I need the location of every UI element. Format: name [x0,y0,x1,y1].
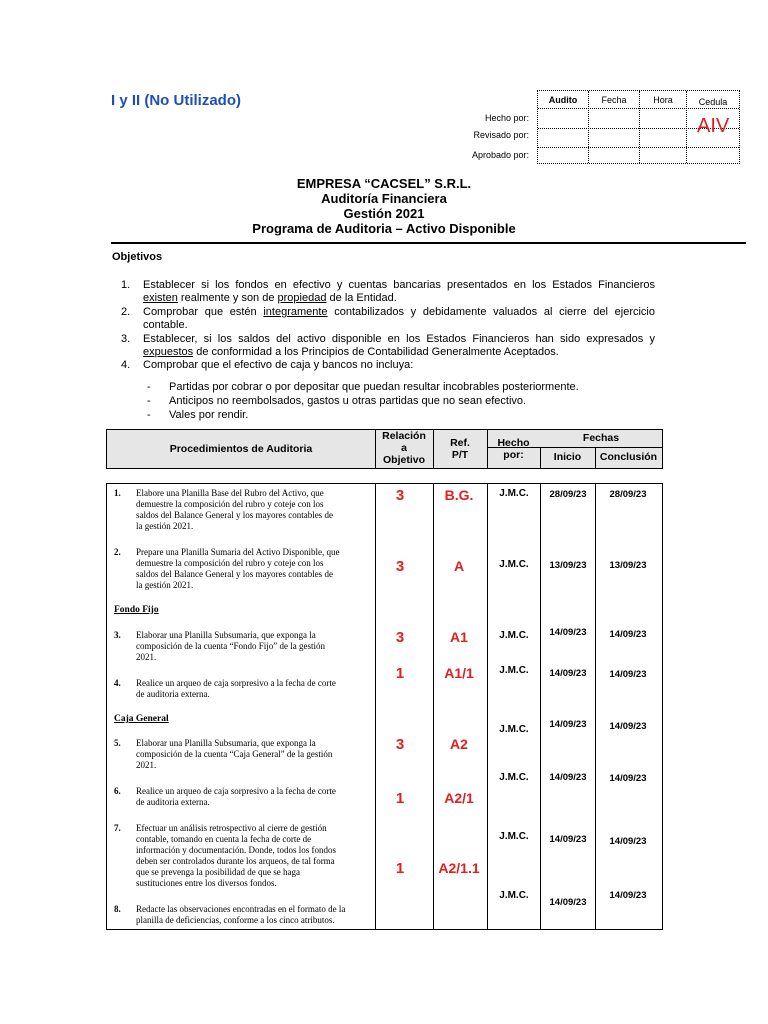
ref-mark: A2/1 [444,790,474,806]
ref-mark: A1 [450,629,468,645]
objective-num-1: 1. [121,279,131,291]
signoff-header-fecha: Fecha [601,95,627,105]
ref-mark: A2/1.1 [438,860,480,876]
objective-2-text-a3: contabilizados y debidamente valuados al cierre del ejercicio [327,306,655,318]
company-name: EMPRESA “CACSEL” S.R.L. [296,176,472,191]
heading-line-2: Auditoría Financiera [321,191,447,206]
bullet-2: Anticipos no reembolsados, gastos u otras partidas que no sean efectivo. [169,395,527,407]
procedure-num-2: 2. [114,547,121,557]
bullet-3: Vales por rendir. [169,409,249,421]
signoff-grid [537,90,740,164]
hecho-mark: J.M.C. [499,724,529,735]
th-relacion [375,430,433,466]
conclusion-date: 14/09/23 [609,773,647,784]
inicio-date: 14/09/23 [549,897,587,908]
procedure-6-line: Realice un arqueo de caja sorpresivo a la fecha de corte [136,786,336,796]
procedure-5 [136,738,364,771]
procedure-num-1: 1. [114,488,121,498]
cedula-code: AIV [697,115,730,137]
bullet-1: Partidas por cobrar o por depositar que puedan resultar incobrables posteriormente. [169,381,579,393]
th-relacion-2: a [401,442,407,454]
objective-3-expuestos: expuestos [143,346,194,358]
th-conclusion: Conclusión [599,451,658,463]
inicio-date: 14/09/23 [549,834,587,845]
procedure-5-line: composición de la cuenta “Caja General” de la gestión [136,749,333,759]
objective-num-4: 4. [121,359,131,371]
inicio-date: 14/09/23 [549,668,587,679]
hecho-mark: J.M.C. [499,665,529,676]
procedure-8 [136,904,364,926]
relacion-mark: 3 [395,736,405,753]
relacion-mark: 3 [395,558,405,575]
hecho-mark: J.M.C. [499,831,529,842]
objective-3-line-b [143,346,655,359]
objective-2 [143,306,655,332]
conclusion-date: 14/09/23 [609,629,647,640]
procedure-3-line: Elaborar una Planilla Subsumaria, que exponga la [136,630,316,640]
conclusion-date: 14/09/23 [609,890,647,901]
objective-4: Comprobar que el efectivo de caja y bancos no incluya: [143,359,414,371]
procedure-num-5: 5. [114,738,121,748]
procedure-8-line: planilla de deficiencias, conforme a los cinco atributos. [136,915,335,925]
procedure-7-line: información y documentación. Donde, todos los fondos [136,845,336,855]
th-procedimientos: Procedimientos de Auditoria [169,443,313,455]
conclusion-date: 13/09/23 [609,560,647,571]
procedure-num-4: 4. [114,678,121,688]
objective-2-integramente: integramente [263,306,328,318]
relacion-mark: 1 [395,860,405,877]
objective-3-line-a: Establecer, si los saldos del activo disponible en los Estados Financieros han sido expresados y [143,333,655,345]
th-ref-2: P/T [451,449,469,461]
ref-mark: A1/1 [444,665,474,681]
procedure-6-line: de auditoria externa. [136,797,210,807]
procedure-num-8: 8. [114,904,121,914]
conclusion-date: 14/09/23 [609,721,647,732]
th-hecho [487,437,540,461]
section-title: I y II (No Utilizado) [111,92,241,109]
signoff-label-revisado: Revisado por: [473,130,529,140]
objective-num-3: 3. [121,333,131,345]
ref-mark: A2 [450,736,468,752]
procedure-2-line: saldos del Balance General y los mayores contables de [136,569,333,579]
procedure-2-line: Prepare una Planilla Sumaria del Activo Disponible, que [136,547,340,557]
heading-line-3: Gestión 2021 [343,206,425,221]
th-ref [433,437,487,461]
signoff-header-audito: Audito [548,95,578,105]
th-hecho-1: Hecho [497,437,530,449]
ref-mark: B.G. [444,487,474,503]
objective-1-existen: existen [143,292,178,304]
inicio-date: 13/09/23 [549,560,587,571]
procedures-table-header [106,429,663,469]
procedure-2 [136,547,364,591]
th-ref-1: Ref. [450,437,470,449]
objective-3-text-b2: de conformidad a los Principios de Contabilidad Generalmente Aceptados. [193,346,559,358]
bullet-dash-2: - [147,395,151,407]
inicio-date: 14/09/23 [549,719,587,730]
procedure-3-line: 2021. [136,652,157,662]
hecho-mark: J.M.C. [499,890,529,901]
hecho-mark: J.M.C. [499,559,529,570]
th-hecho-2: por: [503,449,524,461]
procedure-8-line: Redacte las observaciones encontradas en el formato de la [136,904,346,914]
objective-1-line-b [143,292,655,305]
procedures-table-body [106,483,663,930]
bullet-dash-3: - [147,409,151,421]
procedure-7-line: Efectuar un análisis retrospectivo al cierre de gestión [136,823,327,833]
th-fechas: Fechas [582,432,620,444]
objectives-title: Objetivos [112,251,163,263]
procedure-6 [136,786,364,808]
bullet-dash-1: - [147,381,151,393]
hecho-mark: J.M.C. [499,630,529,641]
relacion-mark: 3 [395,629,405,646]
relacion-mark: 1 [395,790,405,807]
procedure-7-line: sustituciones entre los diversos fondos. [136,878,277,888]
procedure-3-line: composición de la cuenta “Fondo Fijo” de la gestión [136,641,325,651]
inicio-date: 28/09/23 [549,489,587,500]
th-relacion-3: Objetivo [382,454,425,466]
procedure-1-line: demuestre la composición del rubro y coteje con los [136,499,324,509]
inicio-date: 14/09/23 [549,772,587,783]
procedure-1-line: saldos del Balance General y los mayores contables de [136,510,333,520]
th-inicio: Inicio [553,451,582,463]
conclusion-date: 14/09/23 [609,669,647,680]
ref-mark: A [453,558,465,574]
subhead-fondo-fijo: Fondo Fijo [114,605,159,615]
inicio-date: 14/09/23 [549,627,587,638]
procedure-7 [136,823,364,889]
objective-2-text-a1: Comprobar que estén [143,306,264,318]
conclusion-date: 28/09/23 [609,489,647,500]
procedure-4-line: de auditoria externa. [136,689,210,699]
procedure-num-6: 6. [114,786,121,796]
procedure-7-line: que se prevenga la posibilidad de que se haga [136,867,300,877]
procedure-4-line: Realice un arqueo de caja sorpresivo a la fecha de corte [136,678,336,688]
objective-2-line-a [143,306,655,319]
procedure-5-line: Elaborar una Planilla Subsumaria, que exponga la [136,738,316,748]
procedure-1 [136,488,364,532]
heading-rule [111,242,746,244]
objective-1-text-b4: de la Entidad. [326,292,397,304]
procedure-2-line: demuestre la composición del rubro y coteje con los [136,558,324,568]
hecho-mark: J.M.C. [499,772,529,783]
procedure-7-line: deben ser controlados durante los arqueos, de tal forma [136,856,335,866]
relacion-mark: 1 [395,665,405,682]
procedure-1-line: la gestión 2021. [136,521,194,531]
relacion-mark: 3 [395,487,405,504]
signoff-header-cedula: Cedula [698,97,728,107]
signoff-header-hora: Hora [653,95,673,105]
procedure-num-7: 7. [114,823,121,833]
objective-2-line-b: contable. [143,319,188,331]
th-relacion-1: Relación [382,430,426,442]
objective-1 [143,279,655,305]
procedure-4 [136,678,364,700]
signoff-label-aprobado: Aprobado por: [471,150,529,160]
objective-3 [143,333,655,359]
procedure-5-line: 2021. [136,760,157,770]
objective-1-line-a: Establecer si los fondos en efectivo y cuentas bancarias presentados en los Estados Financieros [143,279,655,291]
objective-num-2: 2. [121,306,131,318]
procedure-2-line: la gestión 2021. [136,580,194,590]
signoff-label-hecho: Hecho por: [484,113,529,123]
hecho-mark: J.M.C. [499,488,529,499]
procedure-num-3: 3. [114,630,121,640]
heading-line-4: Programa de Auditoria – Activo Disponible [252,221,516,236]
procedure-7-line: contable, tomando en cuenta la fecha de corte de [136,834,312,844]
objective-1-text-b2: realmente y son de [177,292,278,304]
procedure-3 [136,630,364,663]
subhead-caja-general: Caja General [114,714,169,724]
objective-1-propiedad: propiedad [277,292,327,304]
conclusion-date: 14/09/23 [609,836,647,847]
procedure-1-line: Elabore una Planilla Base del Rubro del Activo, que [136,488,324,498]
